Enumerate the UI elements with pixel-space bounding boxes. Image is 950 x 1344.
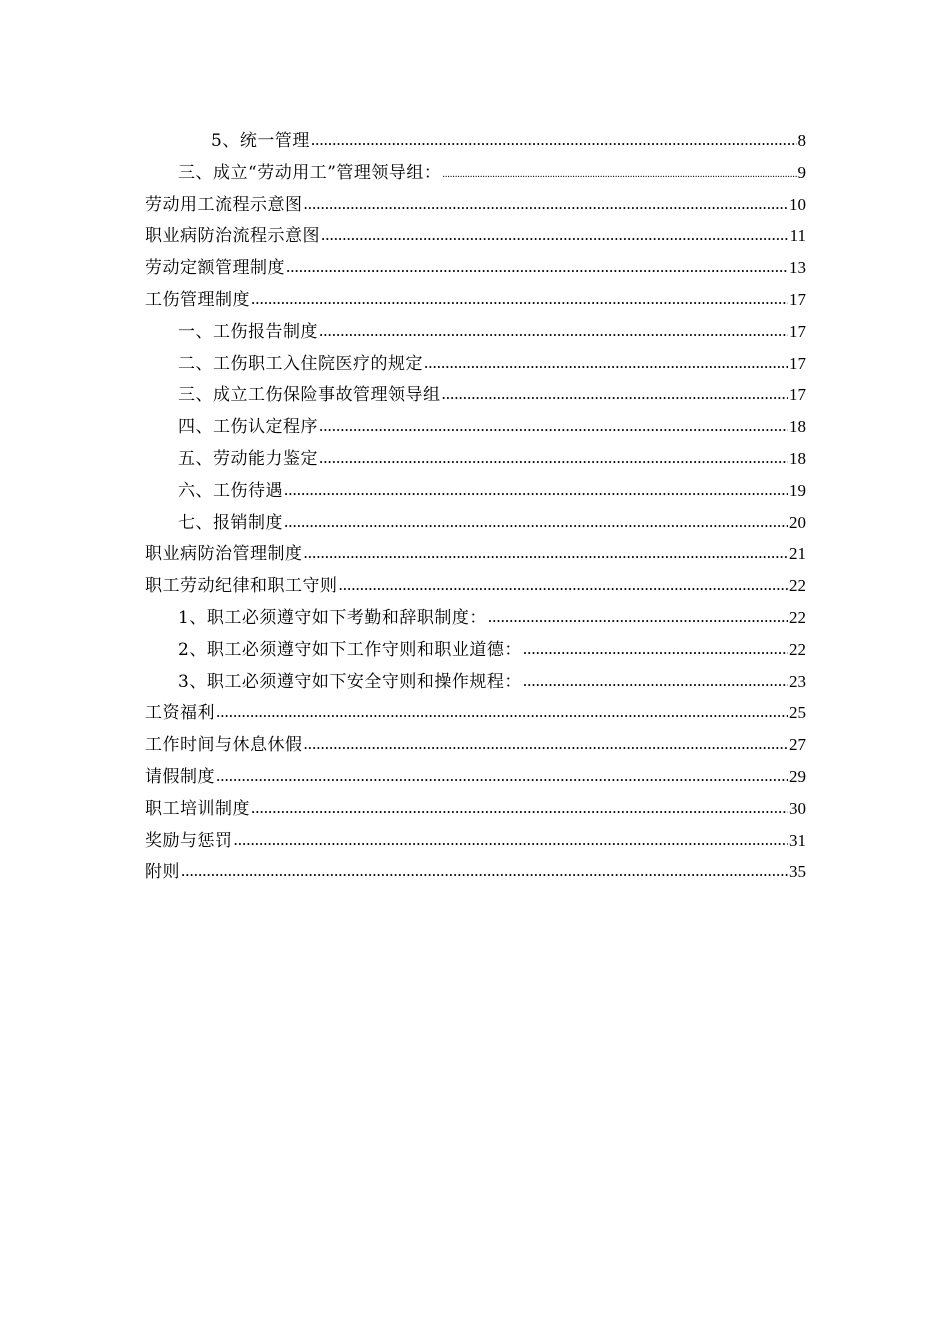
- toc-entry-title: 一、工伤报告制度: [178, 321, 318, 342]
- toc-entry[interactable]: [145, 157, 806, 189]
- toc-page-number: 17: [789, 385, 806, 405]
- toc-entry[interactable]: [145, 284, 806, 316]
- toc-page-number: 22: [789, 576, 806, 596]
- toc-entry[interactable]: [145, 697, 806, 729]
- toc-entry[interactable]: [145, 252, 806, 284]
- toc-dot-leader: [284, 474, 788, 506]
- toc-entry-title: 工作时间与休息休假: [145, 735, 303, 756]
- toc-entry-title: 附则: [145, 862, 180, 883]
- toc-entry[interactable]: [145, 602, 806, 634]
- toc-page-number: 18: [789, 448, 806, 468]
- toc-page-number: 17: [789, 321, 806, 341]
- toc-entry[interactable]: [145, 316, 806, 348]
- toc-page-number: 25: [789, 703, 806, 723]
- toc-dot-leader: [304, 728, 789, 760]
- toc-entry-title: 1、职工必须遵守如下考勤和辞职制度：: [178, 607, 487, 628]
- toc-entry-title: 六、工伤待遇: [178, 480, 283, 501]
- toc-entry[interactable]: [145, 475, 806, 507]
- toc-dot-leader: [251, 792, 788, 824]
- toc-entry-title: 奖励与惩罚: [145, 830, 233, 851]
- toc-page-number: 18: [789, 417, 806, 437]
- toc-page-number: 27: [789, 735, 806, 755]
- toc-dot-leader: [424, 347, 788, 379]
- toc-dot-leader: [216, 696, 788, 728]
- toc-page-number: 9: [797, 162, 806, 182]
- toc-dot-leader: [523, 665, 788, 697]
- toc-entry-title: 职工劳动纪律和职工守则: [145, 576, 338, 597]
- toc-entry[interactable]: [145, 189, 806, 221]
- toc-page-number: 22: [789, 639, 806, 659]
- toc-page-number: 19: [789, 480, 806, 500]
- toc-entry-title: 2、职工必须遵守如下工作守则和职业道德：: [178, 639, 522, 660]
- toc-entry[interactable]: [145, 220, 806, 252]
- toc-page-number: 20: [789, 512, 806, 532]
- toc-dot-leader: [286, 251, 788, 283]
- toc-page-number: 31: [789, 830, 806, 850]
- toc-dot-leader: [216, 760, 788, 792]
- toc-entry[interactable]: [145, 634, 806, 666]
- toc-entry[interactable]: [145, 793, 806, 825]
- toc-entry-title: 工资福利: [145, 703, 215, 724]
- toc-page-number: 17: [789, 353, 806, 373]
- toc-entry[interactable]: [145, 125, 806, 157]
- toc-entry[interactable]: [145, 825, 806, 857]
- toc-entry-title: 5、统一管理: [211, 131, 310, 151]
- toc-entry[interactable]: [145, 570, 806, 602]
- toc-page-number: 21: [789, 544, 806, 564]
- toc-entry[interactable]: [145, 443, 806, 475]
- toc-entry-title: 三、成立工伤保险事故管理领导组: [178, 385, 441, 406]
- toc-dot-leader: [319, 410, 788, 442]
- toc-page-number: 17: [789, 289, 806, 309]
- toc-page-number: 13: [789, 258, 806, 278]
- toc-entry-title: 3、职工必须遵守如下安全守则和操作规程：: [178, 671, 522, 692]
- toc-entry-title: 职业病防治流程示意图: [145, 226, 320, 247]
- toc-dot-leader: [319, 315, 788, 347]
- toc-page-number: 10: [789, 194, 806, 214]
- toc-dot-leader: [304, 188, 789, 220]
- toc-page-number: 30: [789, 798, 806, 818]
- toc-entry-title: 工伤管理制度: [145, 289, 250, 310]
- toc-entry-title: 职工培训制度: [145, 798, 250, 819]
- toc-entry[interactable]: [145, 729, 806, 761]
- toc-page-number: 23: [789, 671, 806, 691]
- toc-dot-leader: [311, 124, 797, 156]
- toc-dot-leader: [284, 506, 788, 538]
- toc-dot-leader: [251, 283, 788, 315]
- toc-entry[interactable]: [145, 507, 806, 539]
- toc-page-number: 29: [789, 766, 806, 786]
- toc-page-number: 8: [797, 131, 806, 150]
- toc-dot-leader: [442, 159, 796, 191]
- toc-dot-leader: [488, 601, 788, 633]
- toc-dot-leader: [321, 219, 789, 251]
- toc-page-number: 11: [789, 226, 806, 246]
- toc-entry-title: 劳动用工流程示意图: [145, 194, 303, 215]
- toc-entry[interactable]: [145, 856, 806, 888]
- toc-entry[interactable]: [145, 411, 806, 443]
- toc-page-number: 35: [789, 862, 806, 882]
- toc-entry-title: 七、报销制度: [178, 512, 283, 533]
- toc-dot-leader: [319, 442, 788, 474]
- table-of-contents: [145, 125, 806, 888]
- toc-entry[interactable]: [145, 761, 806, 793]
- toc-dot-leader: [523, 633, 788, 665]
- toc-dot-leader: [442, 378, 789, 410]
- toc-entry[interactable]: [145, 538, 806, 570]
- toc-entry[interactable]: [145, 666, 806, 698]
- toc-page-number: 22: [789, 607, 806, 627]
- toc-dot-leader: [339, 569, 789, 601]
- toc-entry-title: 二、工伤职工入住院医疗的规定: [178, 353, 423, 374]
- toc-dot-leader: [234, 824, 789, 856]
- toc-dot-leader: [304, 537, 789, 569]
- toc-entry-title: 五、劳动能力鉴定: [178, 448, 318, 469]
- toc-entry-title: 请假制度: [145, 766, 215, 787]
- toc-entry-title: 四、工伤认定程序: [178, 417, 318, 438]
- toc-entry-title: 职业病防治管理制度: [145, 544, 303, 565]
- toc-entry-title: 三、成立“劳动用工”管理领导组：: [178, 162, 442, 183]
- toc-dot-leader: [181, 855, 788, 887]
- toc-entry-title: 劳动定额管理制度: [145, 258, 285, 279]
- toc-entry[interactable]: [145, 348, 806, 380]
- toc-entry[interactable]: [145, 379, 806, 411]
